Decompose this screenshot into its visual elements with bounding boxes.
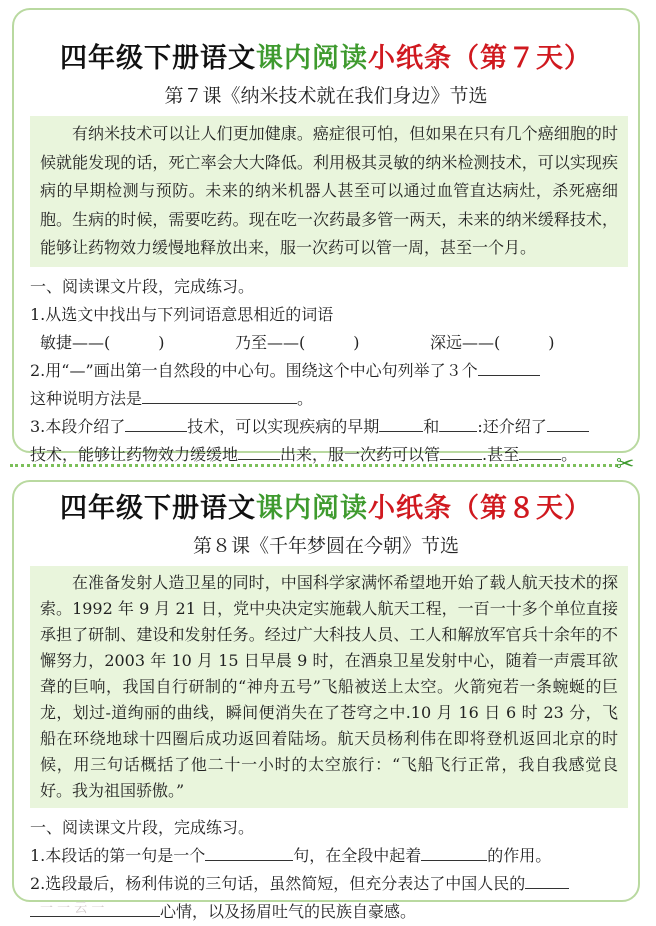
answer-blank[interactable] bbox=[125, 415, 187, 432]
day7-word-1: 敏捷——( ) bbox=[40, 332, 165, 352]
day7-word-2: 乃至——( ) bbox=[235, 332, 360, 352]
answer-blank[interactable] bbox=[439, 415, 477, 432]
day8-question-2-cont: 心情，以及扬眉吐气的民族自豪感。 bbox=[30, 898, 638, 926]
day7-subtitle: 第７课《纳米技术就在我们身边》节选 bbox=[164, 85, 488, 107]
day8-question-1: 1.本段话的第一句是一个 句，在全段中起着 的作用。 bbox=[30, 846, 552, 865]
answer-blank[interactable] bbox=[421, 844, 487, 861]
day7-title: 四年级下册语文课内阅读小纸条（第７天） bbox=[60, 43, 592, 74]
page-footer-watermark: 一 一 云 一 bbox=[40, 901, 105, 916]
day8-passage: 在准备发射人造卫星的同时，中国科学家满怀希望地开始了载人航天技术的探索。1992 年 9 月 21 日，党中央决定实施载人航天工程，一百一十多个单位直接承担了研制、建设和发射任务。经过广大科技人员、工人和解放军官兵十余年的不懈努力，2003 年 10 月 15 日早晨 9 时，在酒泉卫星发射中心，随着一声震耳欲聋的巨响，我国自行研制的“神舟五号”飞船被送上太空。火箭宛若一条蜿蜒的巨龙，划过-道绚丽的曲线，瞬间便消失在了苍穹之中.10 月 16 日 6 时 23 分，飞船在环绕地球十四圈后成功返回着陆场。航天员杨利伟在即将登机返回北京的时候，用三句话概括了他二十一小时的太空旅行：“飞船飞行正常，我自我感觉良好。我为祖国骄傲。” bbox=[30, 566, 628, 808]
answer-blank[interactable] bbox=[238, 443, 280, 460]
cut-line-divider bbox=[10, 464, 618, 467]
day7-word-list bbox=[40, 329, 638, 357]
answer-blank[interactable] bbox=[519, 443, 561, 460]
day8-title: 四年级下册语文课内阅读小纸条（第８天） bbox=[60, 493, 592, 524]
day8-subtitle: 第８课《千年梦圆在今朝》节选 bbox=[192, 535, 459, 557]
day7-passage: 有纳米技术可以让人们更加健康。癌症很可怕，但如果在只有几个癌细胞的时候就能发现的话，死亡率会大大降低。利用极其灵敏的纳米检测技术，可以实现疾病的早期检测与预防。未来的纳米机器人甚至可以通过血管直达病灶，杀死癌细胞。生病的时候，需要吃药。现在吃一次药最多管一两天，未来的纳米缓释技术，能够让药物效力缓慢地释放出来，服一次药可以管一周，甚至一个月。 bbox=[30, 116, 628, 267]
answer-blank[interactable] bbox=[205, 844, 293, 861]
day7-question-1: 1.从选文中找出与下列词语意思相近的词语 bbox=[30, 304, 334, 324]
day7-question-3-cont: 技术，能够让药物效力缓缓地 出来，服一次药可以管 .甚至 。 bbox=[30, 444, 578, 464]
answer-blank[interactable] bbox=[478, 359, 540, 376]
answer-blank[interactable] bbox=[379, 415, 423, 432]
day7-card bbox=[12, 8, 640, 464]
day7-question-2: 2.用“—”画出第一自然段的中心句。围绕这个中心句列举了３个 bbox=[30, 357, 638, 385]
day8-exercise-heading: 一、阅读课文片段，完成练习。 bbox=[30, 818, 255, 837]
answer-blank[interactable] bbox=[547, 415, 589, 432]
answer-blank[interactable] bbox=[440, 443, 482, 460]
day7-question-2-cont: 这种说明方法是 。 bbox=[30, 388, 314, 408]
day7-question-3: 3.本段介绍了 技术，可以实现疾病的早期 和 :还介绍了 bbox=[30, 413, 638, 441]
day8-question-2: 2.选段最后，杨利伟说的三句话，虽然简短，但充分表达了中国人民的 bbox=[30, 870, 638, 898]
answer-blank[interactable] bbox=[525, 872, 569, 889]
day7-word-3: 深远——( ) bbox=[430, 332, 555, 352]
day7-exercise-heading: 一、阅读课文片段，完成练习。 bbox=[30, 276, 255, 296]
answer-blank[interactable] bbox=[142, 387, 297, 404]
scissors-icon: ✂ bbox=[616, 452, 635, 477]
